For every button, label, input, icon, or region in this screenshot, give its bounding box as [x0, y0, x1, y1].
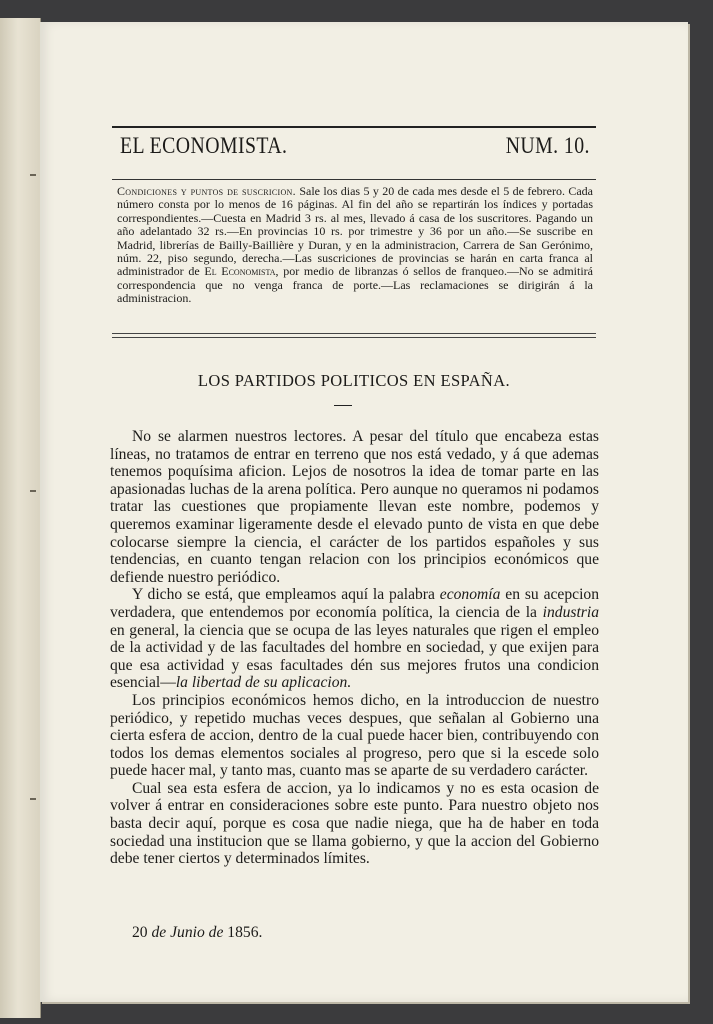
emphasis: economía [439, 586, 501, 604]
paragraph: Los principios económicos hemos dicho, en la introduccion de nuestro periódico, y repetido muchas veces despues, que señalan al Gobierno una cierta esfera de accion, dentro de la cual puede hacer bien, contribuyendo con todos los demas elementos sociales al progreso, pero que si la escede solo puede hacer mal, y tanto mas, cuanto mas se aparte de su verdadero carácter. [110, 691, 599, 780]
date-month: de Junio de [151, 924, 224, 941]
paragraph-text: Y dicho se está, que empleamos aquí la palabra [132, 586, 440, 604]
article-body [110, 428, 599, 868]
paragraph-text: en general, la ciencia que se ocupa de las leyes naturales que rigen el empleo de la actividad y de las facultades del hombre en sociedad, y que exijen para que esa actividad y esas facultades dén sus mejores frutos una condicion esencial— [110, 621, 599, 692]
emphasis: la libertad de su aplicacion. [175, 674, 352, 692]
title-dash [334, 405, 352, 406]
issue-number: NUM. 10. [505, 133, 590, 158]
emphasis: industria [542, 603, 599, 621]
spine-mark [30, 490, 36, 492]
spine-mark [30, 174, 36, 176]
masthead-rule [112, 179, 596, 180]
newspaper-page [40, 22, 688, 1002]
spine-mark [30, 798, 36, 800]
section-divider [112, 333, 596, 338]
masthead [112, 126, 596, 158]
masthead-title: EL ECONOMISTA. [120, 133, 288, 158]
date-year: 1856. [227, 924, 263, 941]
book-spine-edge [0, 18, 41, 1018]
paper-name: El Economista [204, 264, 276, 279]
date-day: 20 [132, 924, 148, 941]
subscription-conditions [117, 185, 593, 306]
paragraph [110, 586, 599, 692]
conditions-text-end: , por medio de libranzas ó sellos de franqueo.—No se admitirá correspondencia que no venga franca de porte.—Las reclamaciones se dirigirán á la administracion. [117, 264, 593, 306]
conditions-text: Sale los dias 5 y 20 de cada mes desde el 5 de febrero. Cada número consta por lo menos de 16 páginas. Al fin del año se repartirán los índices y portadas correspondientes.—Cuesta en Madrid 3 rs. al mes, llevado á casa de los suscritores. Pagando un año adelantado 32 rs.—En provincias 10 rs. por trimestre y 36 por un año.—Se suscribe en Madrid, librerías de Bailly-Baillière y Duran, y en la administracion, Carrera de San Gerónimo, núm. 22, piso segundo, derecha.—Las suscriciones de provincias se harán en carta franca al administrador de [117, 184, 594, 279]
article-title: LOS PARTIDOS POLITICOS EN ESPAÑA. [197, 371, 511, 390]
paragraph: No se alarmen nuestros lectores. A pesar del título que encabeza estas líneas, no tratamos de entrar en terreno que nos está vedado, y á que ademas tenemos poquísima aficion. Lejos de nosotros la idea de tomar parte en las apasionadas luchas de la arena política. Pero aunque no queramos ni podamos tratar las cuestiones que propiamente llevan este nombre, podemos y queremos examinar ligeramente desde el elevado punto de vista en que debe colocarse siempre la ciencia, el carácter de los partidos españoles y sus tendencias, en cuanto tengan relacion con los principios económicos que defiende nuestro periódico. [110, 428, 599, 586]
conditions-heading: Condiciones y puntos de suscricion. [117, 184, 296, 198]
article-date [132, 924, 262, 942]
paragraph-text: en su acepcion verdadera, que entendemos por economía política, la ciencia de la [110, 586, 599, 621]
paragraph: Cual sea esta esfera de accion, ya lo indicamos y no es esta ocasion de volver á entrar en consideraciones sobre este punto. Para nuestro objeto nos basta decir aquí, porque es cosa que nadie niega, que ha de haber en toda sociedad una institucion que se llama gobierno, y que la accion del Gobierno debe tener ciertos y determinados límites. [110, 779, 599, 868]
